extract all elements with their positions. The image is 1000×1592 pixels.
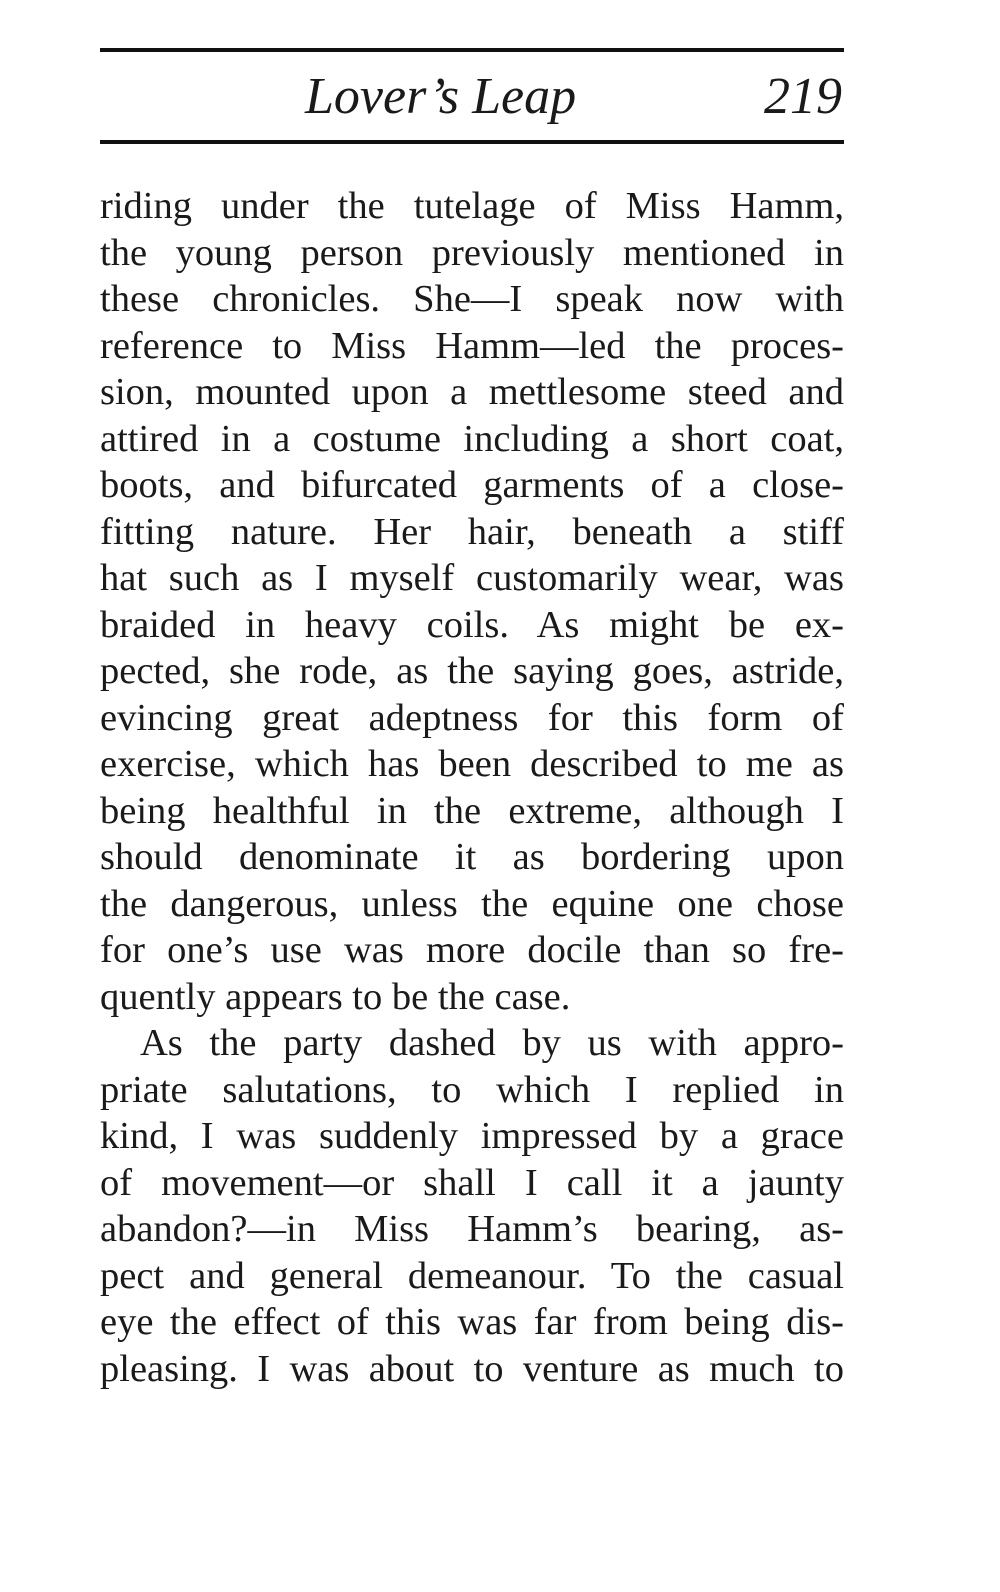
text-line: hat such as I myself customarily wear, was bbox=[100, 557, 844, 599]
text-line: kind, I was suddenly impressed by a grace bbox=[100, 1115, 844, 1157]
text-line: pected, she rode, as the saying goes, astride, bbox=[100, 650, 844, 692]
text-line: eye the effect of this was far from being dis- bbox=[100, 1301, 844, 1343]
text-line: attired in a costume including a short coat, bbox=[100, 417, 844, 460]
header-rule-top bbox=[100, 48, 844, 52]
text-line: these chronicles. She—I speak now with bbox=[100, 278, 844, 320]
running-head bbox=[100, 62, 844, 132]
text-line: the dangerous, unless the equine one chose bbox=[100, 882, 844, 925]
text-line: priate salutations, to which I replied in bbox=[100, 1068, 844, 1111]
text-line: pleasing. I was about to venture as much to bbox=[100, 1347, 844, 1390]
text-line: fitting nature. Her hair, beneath a stiff bbox=[100, 510, 844, 553]
text-line-paragraph-start: As the party dashed by us with appro- bbox=[140, 1022, 844, 1064]
text-line: reference to Miss Hamm—led the proces- bbox=[100, 324, 844, 367]
text-line: of movement—or shall I call it a jaunty bbox=[100, 1161, 844, 1204]
text-line: sion, mounted upon a mettlesome steed and bbox=[100, 371, 844, 413]
text-line: should denominate it as bordering upon bbox=[100, 836, 844, 878]
running-title: Lover’s Leap bbox=[305, 68, 577, 125]
text-line: evincing great adeptness for this form of bbox=[100, 696, 844, 739]
text-line: being healthful in the extreme, although I bbox=[100, 789, 844, 832]
text-line: for one’s use was more docile than so fre- bbox=[100, 929, 844, 971]
text-line: riding under the tutelage of Miss Hamm, bbox=[100, 185, 844, 227]
text-line-paragraph-end: quently appears to be the case. bbox=[100, 975, 571, 1018]
text-line: pect and general demeanour. To the casual bbox=[100, 1254, 844, 1297]
text-line: the young person previously mentioned in bbox=[100, 231, 844, 274]
body-text bbox=[100, 183, 844, 1392]
text-line: abandon?—in Miss Hamm’s bearing, as- bbox=[100, 1208, 844, 1250]
text-line: exercise, which has been described to me as bbox=[100, 743, 844, 785]
text-line: boots, and bifurcated garments of a close- bbox=[100, 464, 844, 506]
page-number: 219 bbox=[764, 68, 842, 125]
text-line: braided in heavy coils. As might be ex- bbox=[100, 603, 844, 646]
header-rule-bottom bbox=[100, 140, 844, 144]
